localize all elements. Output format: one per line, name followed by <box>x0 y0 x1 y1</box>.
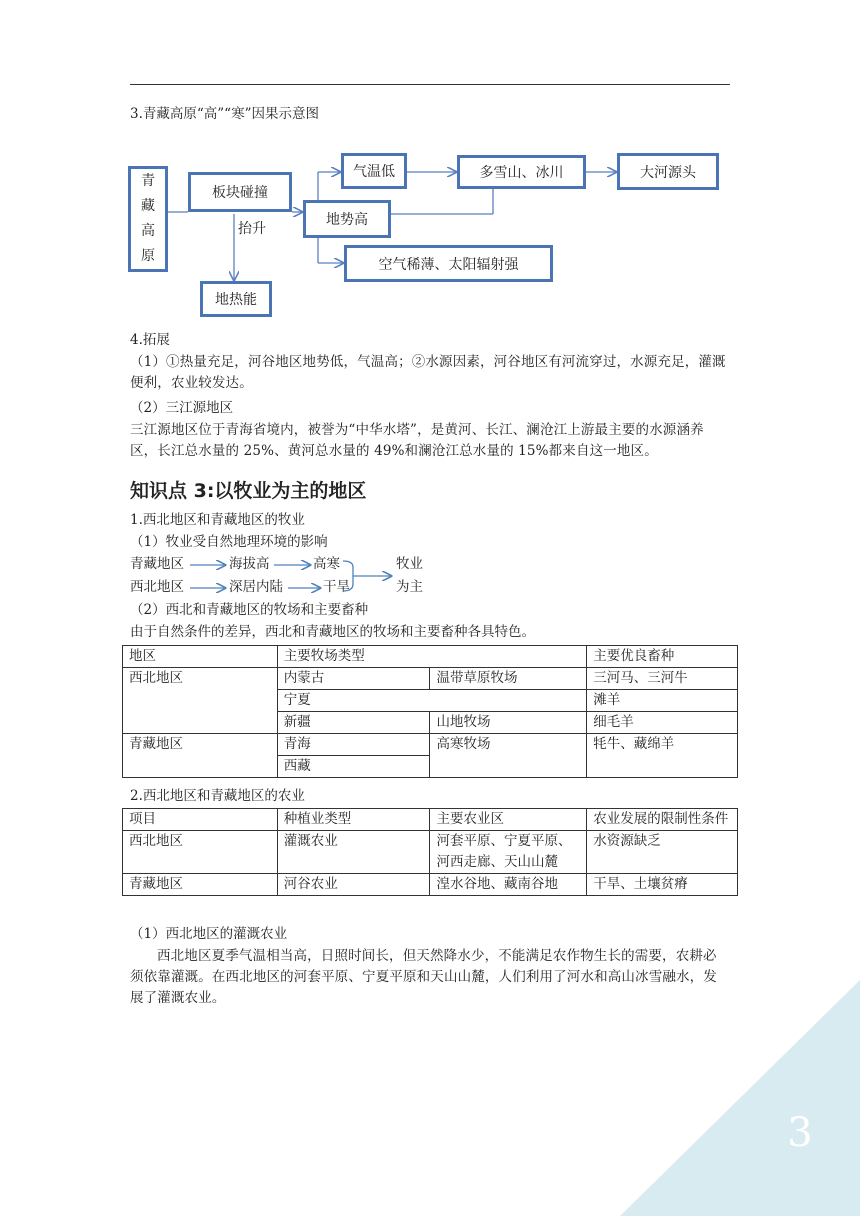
table-row <box>123 809 738 831</box>
flow-arid: 干旱 <box>323 579 350 595</box>
section4-paragraph1: （1）①热量充足，河谷地区地势低，气温高；②水源因素，河谷地区有河流穿过，水源充足，灌溉便利，农业较发达。 <box>130 354 726 391</box>
table-cell: 水资源缺乏 <box>587 831 738 874</box>
river-source-box <box>617 153 719 190</box>
uplift-label: 抬升 <box>238 221 266 237</box>
flow-result-line2: 为主 <box>396 579 423 595</box>
qinghai-tibet-plateau-box <box>128 166 168 272</box>
flow-arrows <box>0 540 860 610</box>
subsection1-2-text: 由于自然条件的差异，西北和青藏地区的牧场和主要畜种各具特色。 <box>130 624 535 640</box>
table-cell: 内蒙古 <box>277 668 430 690</box>
terrain-high-box <box>303 200 391 238</box>
low-temperature-label: 气温低 <box>353 164 395 180</box>
plateau-char: 原 <box>141 248 155 264</box>
table-row <box>123 668 738 690</box>
table-cell: 温带草原牧场 <box>430 668 587 690</box>
table-cell: 高寒牧场 <box>430 734 587 778</box>
table-cell: 干旱、土壤贫瘠 <box>587 874 738 896</box>
subsection2-title: 2.西北地区和青藏地区的农业 <box>130 788 305 804</box>
subsection1-1-title: （1）牧业受自然地理环境的影响 <box>130 534 328 550</box>
subsection2-1-title: （1）西北地区的灌溉农业 <box>130 926 288 942</box>
section-title: 3.青藏高原“高”“寒”因果示意图 <box>130 106 319 122</box>
table-cell: 灌溉农业 <box>277 831 430 874</box>
snow-glacier-label: 多雪山、冰川 <box>479 165 564 181</box>
table-cell: 牦牛、藏绵羊 <box>587 734 738 778</box>
plate-collision-label: 板块碰撞 <box>212 185 268 201</box>
table-header-cell: 主要优良畜种 <box>587 646 738 668</box>
thin-air-label: 空气稀薄、太阳辐射强 <box>378 256 519 273</box>
table-cell: 宁夏 <box>277 690 586 712</box>
table-cell: 青藏地区 <box>123 874 278 896</box>
page-number: 3 <box>787 1110 813 1156</box>
decorative-corner <box>620 980 860 1216</box>
flow-inland: 深居内陆 <box>229 579 283 595</box>
table-header-cell: 农业发展的限制性条件 <box>587 809 738 831</box>
table-cell: 三河马、三河牛 <box>587 668 738 690</box>
thin-air-box <box>344 245 553 282</box>
snow-glacier-box <box>457 155 586 189</box>
table-cell: 河套平原、宁夏平原、河西走廊、天山山麓 <box>430 831 587 874</box>
flow-high-cold: 高寒 <box>313 556 340 572</box>
knowledge-point-heading: 知识点 3:以牧业为主的地区 <box>130 480 367 502</box>
flow-region-xibei: 西北地区 <box>130 579 184 595</box>
subsection1-2-title: （2）西北和青藏地区的牧场和主要畜种 <box>130 602 369 618</box>
geothermal-box <box>200 281 272 317</box>
plate-collision-box <box>188 172 292 212</box>
plateau-char: 高 <box>141 223 155 239</box>
table-cell: 青藏地区 <box>123 734 278 778</box>
table-cell: 西藏 <box>277 756 430 778</box>
table-row <box>123 646 738 668</box>
table-cell: 新疆 <box>277 712 430 734</box>
river-source-label: 大河源头 <box>640 164 696 181</box>
table-cell: 山地牧场 <box>430 712 587 734</box>
terrain-high-label: 地势高 <box>326 212 368 228</box>
flow-region-qingzang: 青藏地区 <box>130 556 184 572</box>
table-row <box>123 734 738 756</box>
section4-title: 4.拓展 <box>130 332 170 348</box>
table-row <box>123 831 738 874</box>
low-temperature-box <box>341 153 407 189</box>
plateau-char: 藏 <box>141 198 155 214</box>
table-cell: 西北地区 <box>123 668 278 734</box>
flow-high-altitude: 海拔高 <box>229 556 270 572</box>
irrigation-paragraph: 西北地区夏季气温相当高，日照时间长，但天然降水少，不能满足农作物生长的需要，农耕必须依靠灌溉。在西北地区的河套平原、宁夏平原和天山山麓，人们利用了河水和高山冰雪融水，发展了灌溉农业。 <box>130 948 717 1006</box>
table-cell: 湟水谷地、藏南谷地 <box>430 874 587 896</box>
table-header-cell: 种植业类型 <box>277 809 430 831</box>
pasture-table <box>122 645 738 778</box>
table-header-cell: 项目 <box>123 809 278 831</box>
table-cell: 青海 <box>277 734 430 756</box>
subsection1-title: 1.西北地区和青藏地区的牧业 <box>130 512 305 528</box>
flow-result-line1: 牧业 <box>396 556 423 572</box>
table-cell: 滩羊 <box>587 690 738 712</box>
table-header-cell: 主要牧场类型 <box>277 646 586 668</box>
table-cell: 细毛羊 <box>587 712 738 734</box>
table-cell: 河谷农业 <box>277 874 430 896</box>
plateau-char: 青 <box>141 173 155 189</box>
table-header-cell: 地区 <box>123 646 278 668</box>
agriculture-table <box>122 808 738 896</box>
table-cell: 西北地区 <box>123 831 278 874</box>
geothermal-label: 地热能 <box>215 292 257 308</box>
table-row <box>123 874 738 896</box>
section4-paragraph2: 三江源地区位于青海省境内，被誉为“中华水塔”，是黄河、长江、澜沧江上游最主要的水源涵养区，长江总水量的 25%、黄河总水量的 49%和澜沧江总水量的 15%都来自这一地区。 <box>130 422 704 459</box>
section4-subtitle2: （2）三江源地区 <box>130 400 234 416</box>
table-header-cell: 主要农业区 <box>430 809 587 831</box>
